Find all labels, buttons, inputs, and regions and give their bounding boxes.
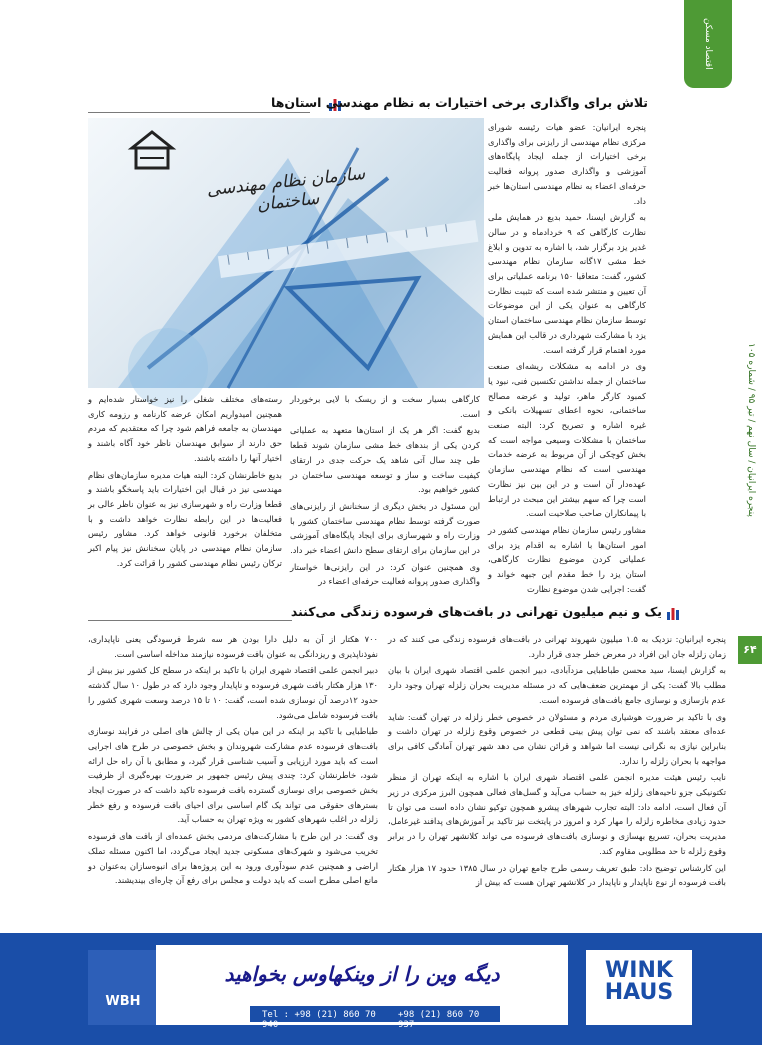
page-number: ۶۴: [738, 636, 762, 664]
phone-number-2: +98 (21) 860 70 937: [398, 1010, 480, 1030]
paragraph: این مسئول در بخش دیگری از سخنانش از رایزنی‌های صورت گرفته توسط نظام مهندسی ساختمان کشور با وزارت راه و شهرسازی برای ایجاد پایگاه‌های آموزشی در این سازمان برای ارتقای سطح دانش اعضاء خبر داد.: [290, 500, 480, 556]
paragraph: به گزارش ایسنا، حمید بدیع در همایش ملی نظارت کارگاهی که ۹ خردادماه و در سالن غدیر یزد برگزار شد، با اشاره به تدوین و ابلاغ خط مشی ۱۷گانه سازمان نظام مهندسی کشور، گفت: متعاقبا ۱۵۰ برنامه عملیاتی برای آن تعیین و منتشر شده است که تثبیت نظارت کارگاهی به عنوان یکی از این موضوعات توسط سازمان نظام مهندسی ساختمان استان یزد با مشارکت شهرداری در قالب این همایش مورد اهتمام قرار گرفته است.: [488, 212, 646, 355]
paragraph: بدیع گفت: اگر هر یک از استان‌ها متعهد به عملیاتی کردن یکی از بندهای خط مشی سازمان شوند قطعا طی چند سال آتی شاهد یک حرکت جدی در ارتقای کیفیت ساخت و ساز و توسعه مهندسی ساختمان در کشور خواهیم بود.: [290, 425, 480, 495]
section-tab-label: اقتصاد مسکن: [703, 18, 713, 70]
paragraph: پنجره ایرانیان: عضو هیات رئیسه شورای مرکزی نظام مهندسی از رایزنی برای واگذاری برخی اختیارات از جمله ایجاد پایگاه‌های آموزشی و واگذاری صدور پروانه فعالیت حرفه‌ای اعضاء به نظام مهندسی استان‌ها خبر داد.: [488, 122, 646, 206]
paragraph: نایب رئیس هیئت مدیره انجمن علمی اقتصاد شهری ایران با اشاره به اینکه تهران از منظر تکتونیکی جزو ناحیه‌های زلزله خیز به حساب می‌آید و گسل‌های فعالی همچون البرز مرکزی در زیر آن فعال است، ادامه داد: البته تجارب شهرهای پیشرو همچون توکیو نشان داده است می توان تا حدود زیادی مخاطره زلزله را مهار کرد و امروز در پایتخت نیز تاکید بر آموزش‌های پدافند غیرعامل، مدیریت بحران، تسریع بهسازی و نوسازی بافت‌های فرسوده می تواند کلانشهر تهران را در برابر وقوع زلزله تا حد مطلوبی مقاوم کند.: [388, 772, 726, 856]
paragraph: وی در ادامه به مشکلات ریشه‌ای صنعت ساختمان از جمله نداشتن تکنسین فنی، نبود یا کمبود کارگر ماهر، تولید و عرضه مصالح ساختمانی، نحوه اعطای تسهیلات بانکی و غیره اشاره و تصریح کرد: البته صنعت ساختمان با مشکلات وسیعی مواجه است که بخش کوچکی از آن مربوط به عرضه خدمات مهندسی است که نظام مهندسی سازمان عهده‌دار آن است و در این بین نیز نظارت است چرا که سهم بیشتر این مبحث در ارتباط با پیمانکاران صاحب صلاحیت است.: [488, 361, 646, 519]
article2-column-right: [388, 632, 726, 930]
paragraph: به گزارش ایسنا، سید محسن طباطبایی مزدآبادی، دبیر انجمن علمی اقتصاد شهری ایران با بیان مطلب بالا گفت: یکی از مهمترین ضعف‌هایی که در مسئله مدیریت بحران زلزله تهران وجود دارد عدم بازسازی و نوسازی جامع بافت‌های فرسوده است.: [388, 665, 726, 705]
winkhaus-logo-text: WINK HAUS: [604, 958, 674, 1005]
article1-column-right: [488, 120, 646, 594]
engineering-org-logo-text: سازمان نظام مهندسی ساختمان: [205, 163, 367, 216]
issue-info: پنجره ایرانیان / سال نهم / تیر ۹۵ / شماره ۱۰۵: [746, 343, 756, 517]
heading-bars-icon: [666, 605, 680, 619]
article1-title-rule: [88, 112, 310, 113]
paragraph: بدیع خاطرنشان کرد: البته هیات مدیره سازمان‌های نظام مهندسی نیز در قبال این اختیارات باید پاسخگو باشند و قطعا وزارت راه و شهرسازی نیز به عنوان ناظر عالی بر فعالیت‌ها در این رابطه نظارت خواهد داشت و با متخلفان برخورد قانونی خواهد کرد. مشاور رئیس سازمان نظام مهندسی در پایان سخنانش نیز پیام اکبر ترکان رئیس نظام مهندسی کشور را قرائت کرد.: [88, 469, 282, 568]
section-tab: [684, 0, 732, 88]
article1-column-middle: [290, 392, 480, 588]
engineering-org-logo: [132, 132, 172, 168]
phone-number-1: Tel : +98 (21) 860 70 940: [262, 1010, 376, 1030]
paragraph: این کارشناس توضیح داد: طبق تعریف رسمی طرح جامع تهران در سال ۱۳۸۵ حدود ۱۷ هزار هکتار بافت فرسوده از نوع ناپایدار و ناپایدار در کلانشهر تهران هست که بیش از: [388, 862, 726, 888]
paragraph: ۷۰۰ هکتار از آن به دلیل دارا بودن هر سه شرط فرسودگی یعنی ناپایداری، نفوذناپذیری و ریزدانگی به عنوان بافت فرسوده نیازمند مداخله اساسی است.: [88, 634, 378, 659]
advertisement-slogan: دیگه وین را از وینکهاوس بخواهید: [224, 962, 500, 986]
article2-column-left: [88, 632, 378, 930]
wbh-logo-text: WBH: [105, 994, 141, 1009]
article1-column-left: [88, 392, 282, 588]
paragraph: دبیر انجمن علمی اقتصاد شهری ایران با تاکید بر اینکه در سطح کل کشور نیز بیش از ۱۳۰ هزار هکتار بافت شهری فرسوده و ناپایدار وجود دارد که در طول ۱۰ سال گذشته حدود ۱۲درصد آن نوسازی شده است، گفت: ۱۰ تا ۱۵ درصد وسعت شهری کشور را بافت فرسوده شامل می‌شود.: [88, 665, 378, 720]
paragraph: وی همچنین عنوان کرد: در این رایزنی‌ها خواستار واگذاری صدور پروانه فعالیت حرفه‌ای اعضاء در: [290, 561, 480, 587]
paragraph: مشاور رئیس سازمان نظام مهندسی کشور در امور استان‌ها با اشاره به اقدام یزد برای عملیاتی کردن موضوع نظارت کارگاهی، استان یزد را خط مقدم این جبهه خواند و گفت: اجرایی شدن موضوع نظارت: [488, 524, 646, 594]
wbh-logo: [88, 950, 158, 1025]
article1-image: [88, 118, 484, 388]
article2-title-rule: [88, 620, 292, 621]
paragraph: طباطبایی با تاکید بر اینکه در این میان یکی از چالش های اصلی در فرایند نوسازی بافت‌های فرسوده عدم مشارکت شهروندان و بخش خصوصی در طرح های اجرایی است که باید مورد ارزیابی و آسیب شناسی قرار گیرد، و مطابق با آن راه حل ارائه شود، خاطرنشان کرد: چندی پیش رئیس جمهور بر ضرورت بهره‌گیری از ظرفیت بخش خصوصی برای نوسازی گسترده بافت فرسوده تاکید داشت که در صورت ایجاد بسترهای حقوقی می تواند یک گام اساسی برای احیای بافت فرسوده و رفع خطر زلزله در اغلب شهرهای کشور به ویژه تهران به حساب آید.: [88, 726, 378, 825]
paragraph: وی گفت: در این طرح با مشارکت‌های مردمی بخش عمده‌ای از بافت های فرسوده تخریب می‌شود و شهرک‌های مسکونی جدید ایجاد می‌گردد، اما اکنون مسئله تملک اراضی و همچنین عدم سودآوری ورود به این پروژه‌ها برای انبوه‌سازان به‌عنوان دو مانع اصلی مطرح است که باید دولت و مجلس برای رفع آن چاره‌ای بیندیشند.: [88, 831, 378, 886]
article1-title: تلاش برای واگذاری برخی اختیارات به نظام مهندسی استان‌ها: [271, 95, 648, 110]
paragraph: رسته‌های مختلف شغلی را نیز خواستار شده‌ایم و همچنین امیدواریم امکان عرضه کارنامه و رزومه کاری مهندسان به جامعه فراهم شود چرا که معتقدیم که مردم حق دارند از سوابق مهندسان ناظر خود آگاه باشند و اختیار آنها را داشته باشند.: [88, 394, 282, 463]
article2-title: یک و نیم میلیون تهرانی در بافت‌های فرسوده زندگی می‌کنند: [290, 604, 662, 619]
paragraph: وی با تاکید بر ضرورت هوشیاری مردم و مسئولان در خصوص خطر زلزله در تهران گفت: شاید عده‌ای معتقد باشند که نمی توان پیش بینی قطعی در خصوص وقوع زلزله در تهران داشت و بنابراین نیازی به نگرانی نیست اما شواهد و قرائن نشان می دهد شهر تهران آمادگی کافی برای مواجهه با بحران زلزله را ندارد.: [388, 711, 726, 766]
paragraph: کارگاهی بسیار سخت و از ریسک با لایی برخوردار است.: [290, 394, 480, 419]
paragraph: پنجره ایرانیان: نزدیک به ۱.۵ میلیون شهروند تهرانی در بافت‌های فرسوده زندگی می کنند که در زمان زلزله جان این افراد در معرض خطر جدی قرار دارد.: [388, 634, 726, 659]
